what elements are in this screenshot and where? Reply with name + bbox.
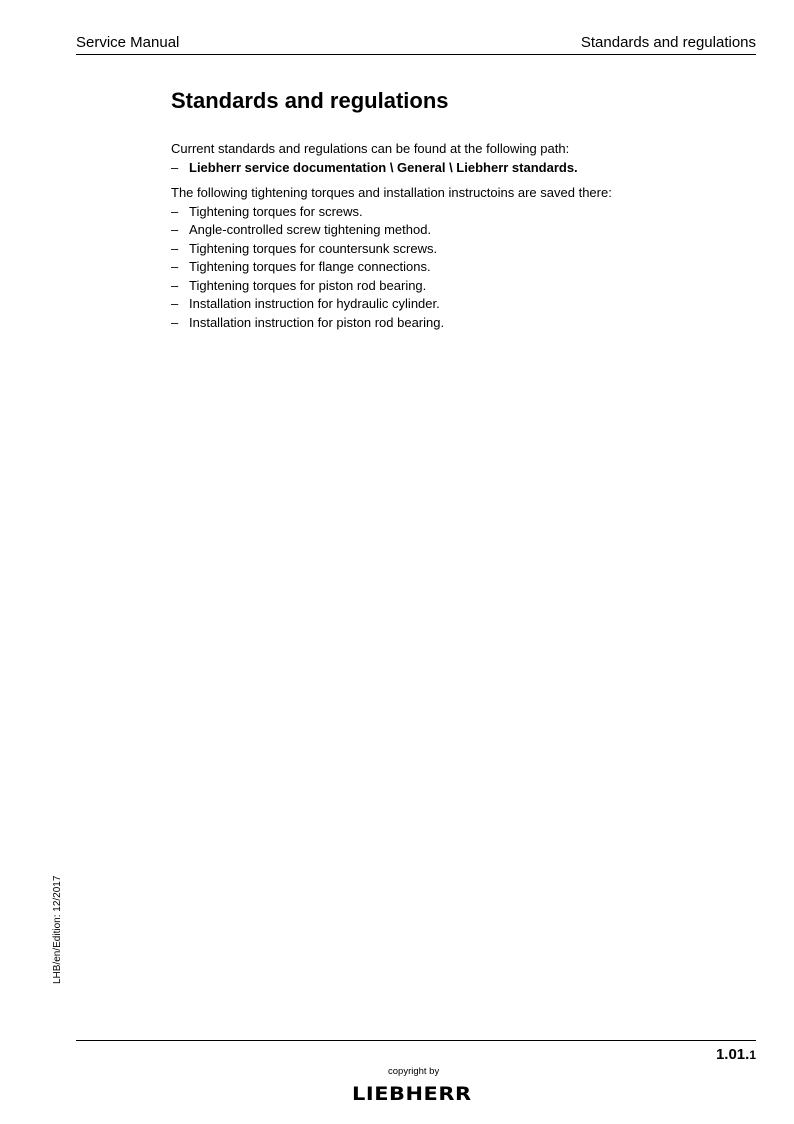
list-item	[171, 258, 731, 277]
page-number-main: 1.01.	[715, 1046, 750, 1063]
footer-divider	[76, 1040, 756, 1041]
page-title: Standards and regulations	[171, 88, 449, 113]
dash-marker: –	[171, 314, 179, 330]
intro-text: Current standards and regulations can be found at the following path:	[171, 141, 570, 156]
list-item-text: Installation instruction for piston rod bearing.	[189, 314, 445, 330]
dash-marker: –	[171, 259, 179, 274]
copyright-text: copyright by	[388, 1066, 440, 1077]
dash-marker: –	[171, 203, 179, 219]
main-content	[171, 140, 731, 332]
document-list	[171, 203, 731, 333]
page-number	[716, 1046, 756, 1063]
list-item	[171, 277, 731, 296]
list-item	[171, 221, 731, 240]
list-intro-text: The following tightening torques and installation instructoins are saved there:	[171, 185, 612, 200]
list-item	[171, 203, 731, 222]
header-section-title: Standards and regulations	[580, 34, 756, 51]
list-item	[171, 295, 731, 314]
page-header	[76, 34, 756, 55]
documentation-path: Liebherr service documentation \ General \ Liebherr standards.	[189, 159, 578, 175]
list-item-text: Tightening torques for piston rod bearing.	[189, 277, 427, 293]
list-item-text: Tightening torques for flange connections.	[189, 259, 431, 274]
dash-marker: –	[171, 240, 179, 256]
dash-marker: –	[171, 222, 179, 237]
list-item-text: Tightening torques for screws.	[189, 203, 363, 219]
path-item	[171, 159, 731, 178]
dash-marker: –	[171, 277, 179, 293]
list-item	[171, 240, 731, 259]
header-manual-title: Service Manual	[76, 34, 180, 51]
list-item-text: Tightening torques for countersunk screws.	[189, 240, 438, 256]
list-item-text: Angle-controlled screw tightening method.	[189, 222, 432, 237]
edition-side-label: LHB/en/Edition: 12/2017	[52, 875, 63, 984]
list-item	[171, 314, 731, 333]
dash-marker: –	[171, 296, 179, 311]
liebherr-logo: LIEBHERR	[352, 1083, 472, 1105]
list-item-text: Installation instruction for hydraulic cylinder.	[189, 296, 440, 311]
page-number-sub: 1	[749, 1048, 756, 1062]
dash-marker: –	[171, 159, 179, 175]
path-list	[171, 159, 731, 178]
